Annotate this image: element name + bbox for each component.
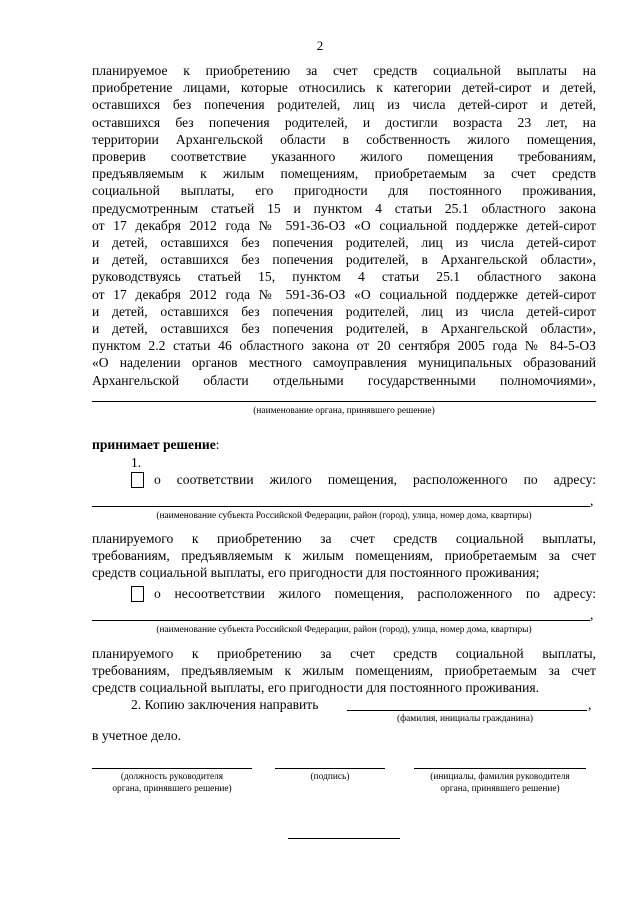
citizen-name-line[interactable]: [347, 710, 587, 711]
decision-label: [92, 437, 220, 453]
citizen-comma: ,: [588, 697, 592, 712]
option-1-text: о соответствии жилого помещения, расположенного по адресу:: [154, 472, 596, 487]
signature-initials-caption: [404, 771, 596, 795]
signature-initials-caption-line-2: органа, принявшего решение): [440, 784, 560, 794]
signature-initials-line[interactable]: [414, 768, 586, 769]
text-line: руководствуясь статьей 15, пунктом 4 статьи 25.1 областного закона: [92, 269, 596, 285]
text-line: приобретение лицами, которые относились к категории детей-сирот и детей,: [92, 80, 596, 96]
text-line: и детей, оставшихся без попечения родителей, лиц из числа детей-сирот: [92, 303, 596, 319]
page-number: 2: [316, 38, 324, 53]
address-1-line[interactable]: [92, 506, 590, 507]
address-2-caption: (наименование субъекта Российской Федерации, район (город), улица, номер дома, квартиры): [156, 625, 532, 635]
signature-initials-caption-line-1: (инициалы, фамилия руководителя: [430, 772, 570, 782]
address-2-line[interactable]: [92, 620, 590, 621]
signature-position-caption: [82, 771, 262, 795]
text-line: требованиям, предъявляемым к жилым помещениям, приобретаемым за счет: [92, 663, 596, 679]
signature-position-line[interactable]: [92, 768, 252, 769]
item-1-number: 1.: [131, 455, 142, 470]
text-line: территории Архангельской области в собственность жилого помещения,: [92, 131, 596, 147]
text-line: и детей, оставшихся без попечения родителей, в Архангельской области»,: [92, 321, 596, 337]
text-line: и детей, оставшихся без попечения родителей, в Архангельской области»,: [92, 252, 596, 268]
signature-line[interactable]: [275, 768, 385, 769]
address-1-caption: (наименование субъекта Российской Федерации, район (город), улица, номер дома, квартиры): [156, 511, 532, 521]
text-line: планируемого к приобретению за счет средств социальной выплаты,: [92, 531, 596, 546]
text-line: предусмотренным статьей 15 и пунктом 4 статьи 25.1 областного закона: [92, 200, 596, 216]
text-line: проверив соответствие указанного жилого помещения требованиям,: [92, 149, 596, 165]
text-line: и детей, оставшихся без попечения родителей, лиц из числа детей-сирот: [92, 235, 596, 251]
text-line: «О наделении органов местного самоуправления муниципальных образований: [92, 355, 596, 371]
text-line: оставшихся без попечения родителей, лиц из числа детей-сирот и детей,: [92, 97, 596, 113]
intro-paragraph: [92, 62, 596, 389]
decision-colon: :: [215, 437, 220, 452]
address-2-comma: ,: [590, 607, 594, 622]
signature-position-caption-line-1: (должность руководителя: [120, 772, 224, 782]
text-line: социальной выплаты, его пригодности для постоянного проживания,: [92, 183, 596, 199]
text-line: от 17 декабря 2012 года № 591-36-ОЗ «О социальной поддержке детей-сирот: [92, 286, 596, 302]
text-line: планируемое к приобретению за счет средств социальной выплаты на: [92, 63, 596, 78]
decision-label-text: принимает решение: [92, 437, 216, 452]
signature-position-caption-line-2: органа, принявшего решение): [112, 784, 232, 794]
organ-name-line: [92, 401, 596, 402]
option-1-checkbox[interactable]: [131, 472, 144, 488]
address-1-comma: ,: [590, 493, 594, 508]
signature-caption: (подпись): [310, 772, 350, 782]
option-1-paragraph: [92, 530, 596, 582]
text-line: оставшихся без попечения родителей, и достигли возраста 23 лет, на: [92, 114, 596, 130]
text-line: предъявляемым к жилым помещениям, приобретаемым за счет средств: [92, 166, 596, 182]
text-line: требованиям, предъявляемым к жилым помещениям, приобретаемым за счет: [92, 548, 596, 564]
text-line: средств социальной выплаты, его пригодности для постоянного проживания.: [92, 680, 540, 696]
text-line: Архангельской области отдельными государственными полномочиями»,: [92, 372, 596, 388]
text-line: средств социальной выплаты, его пригодности для постоянного проживания;: [92, 565, 540, 581]
text-line: от 17 декабря 2012 года № 591-36-ОЗ «О социальной поддержке детей-сирот: [92, 217, 596, 233]
item-2-text: 2. Копию заключения направить: [131, 697, 319, 712]
option-2-checkbox[interactable]: [131, 586, 144, 602]
text-line: планируемого к приобретению за счет средств социальной выплаты,: [92, 646, 596, 661]
option-2-paragraph: [92, 645, 596, 697]
file-text: в учетное дело.: [92, 728, 182, 743]
option-1-row[interactable]: [131, 472, 596, 488]
footnote-separator: [288, 838, 400, 839]
option-2-text: о несоответствии жилого помещения, расположенного по адресу:: [154, 586, 596, 601]
organ-name-caption: (наименование органа, принявшего решение): [253, 406, 435, 416]
citizen-caption: (фамилия, инициалы гражданина): [396, 714, 534, 724]
text-line: пунктом 2.2 статьи 46 областного закона от 20 сентября 2005 года № 84-5-ОЗ: [92, 338, 596, 354]
option-2-row[interactable]: [131, 586, 596, 602]
